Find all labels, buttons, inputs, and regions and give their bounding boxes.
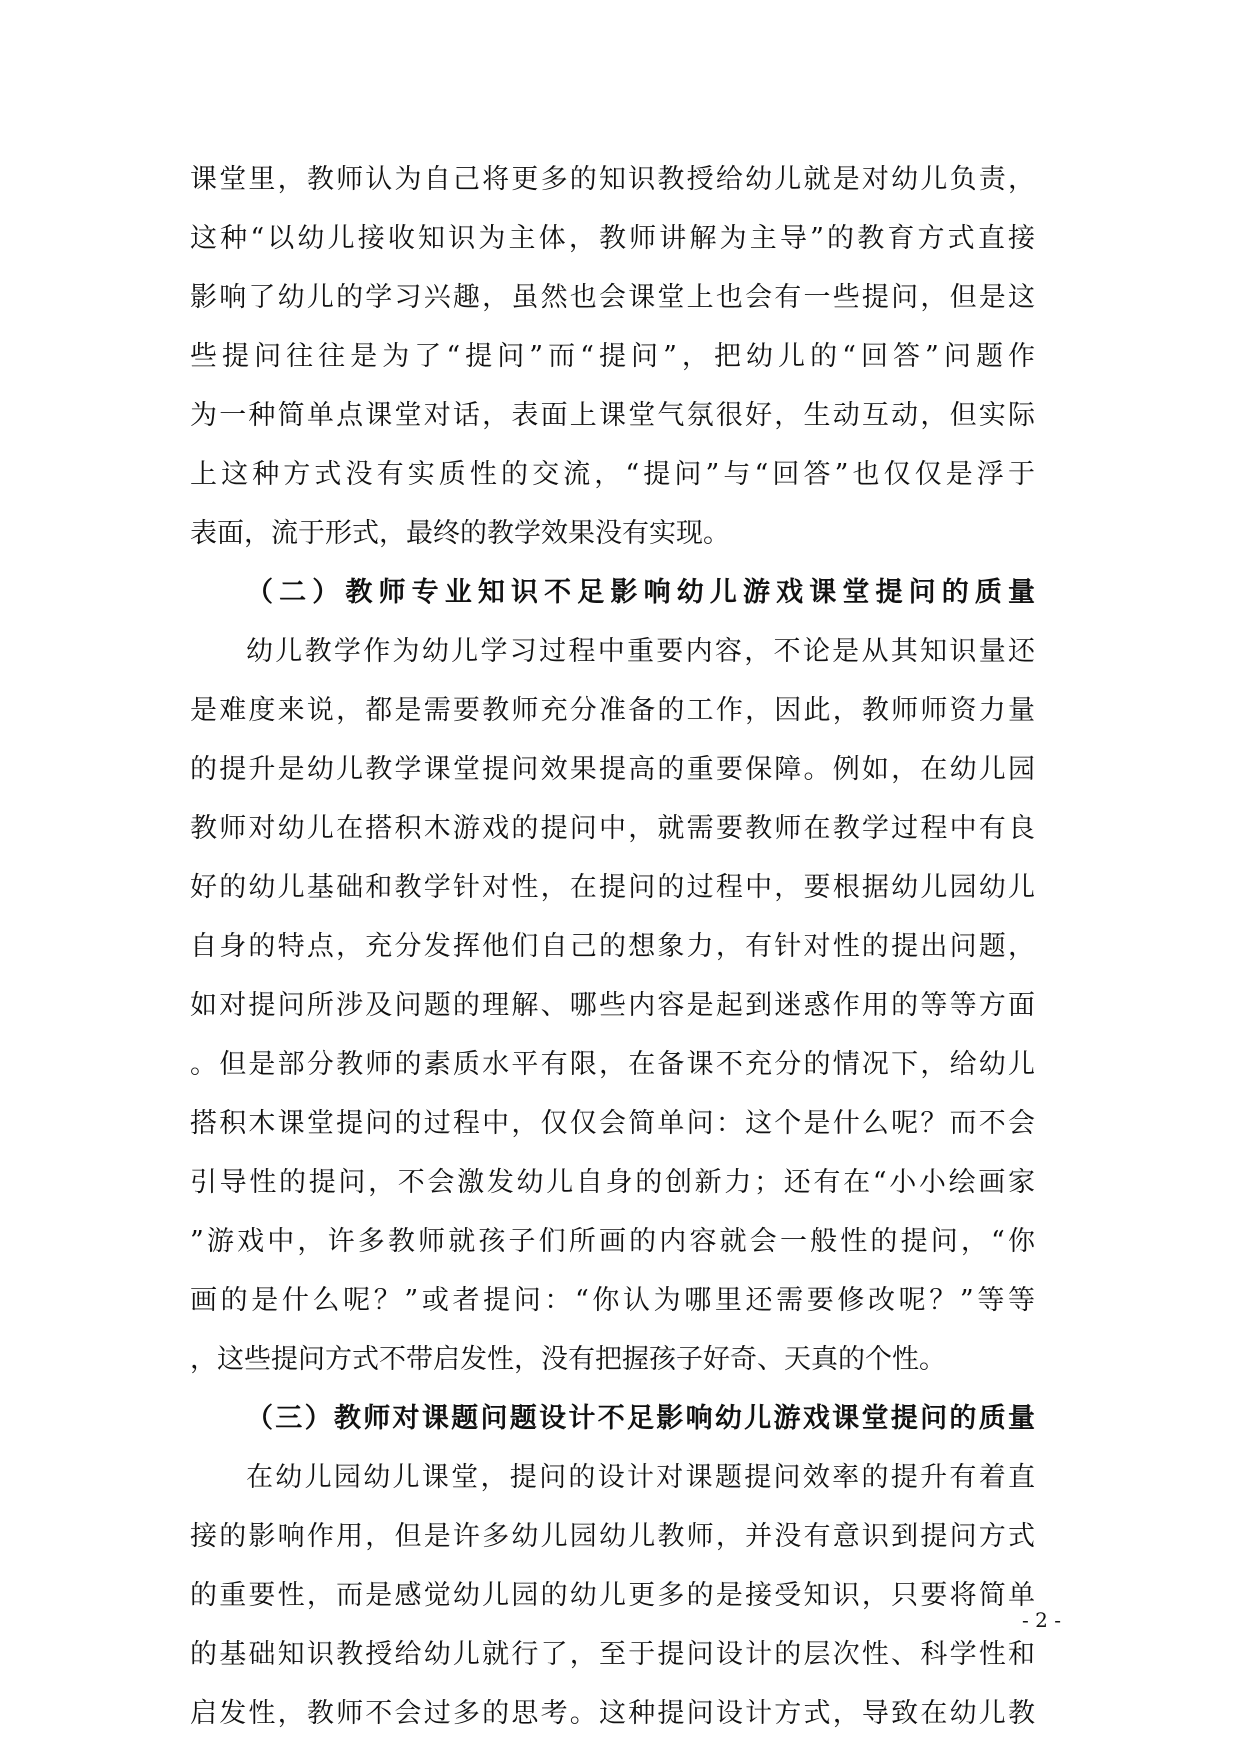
- text-line: 影响了幼儿的学习兴趣，虽然也会课堂上也会有一些提问，但是这: [190, 282, 1035, 313]
- text-line: 画的是什么呢？”或者提问：“你认为哪里还需要修改呢？”等等: [190, 1285, 1035, 1316]
- paragraph-2: [190, 622, 1035, 1389]
- text-line: 这种“以幼儿接收知识为主体，教师讲解为主导”的教育方式直接: [190, 223, 1035, 254]
- text-line: 的重要性，而是感觉幼儿园的幼儿更多的是接受知识，只要将简单: [190, 1580, 1035, 1611]
- text-line: 启发性，教师不会过多的思考。这种提问设计方式，导致在幼儿教: [190, 1698, 1035, 1729]
- text-line: 好的幼儿基础和教学针对性，在提问的过程中，要根据幼儿园幼儿: [190, 872, 1035, 903]
- paragraph-3: [190, 1448, 1035, 1743]
- text-line: 引导性的提问，不会激发幼儿自身的创新力；还有在“小小绘画家: [190, 1167, 1035, 1198]
- text-line: 如对提问所涉及问题的理解、哪些内容是起到迷惑作用的等等方面: [190, 990, 1035, 1021]
- section-heading-2: （二）教师专业知识不足影响幼儿游戏课堂提问的质量: [246, 577, 1035, 608]
- text-line: ，这些提问方式不带启发性，没有把握孩子好奇、天真的个性。: [190, 1344, 946, 1375]
- text-line: 表面，流于形式，最终的教学效果没有实现。: [190, 518, 730, 549]
- paragraph-1: [190, 150, 1035, 563]
- text-line: 的基础知识教授给幼儿就行了，至于提问设计的层次性、科学性和: [190, 1639, 1035, 1670]
- text-line: 接的影响作用，但是许多幼儿园幼儿教师，并没有意识到提问方式: [190, 1521, 1035, 1552]
- text-line: 自身的特点，充分发挥他们自己的想象力，有针对性的提出问题，: [190, 931, 1035, 962]
- text-line: ”游戏中，许多教师就孩子们所画的内容就会一般性的提问，“你: [190, 1226, 1035, 1257]
- text-line: 上这种方式没有实质性的交流，“提问”与“回答”也仅仅是浮于: [190, 459, 1035, 490]
- text-line: 是难度来说，都是需要教师充分准备的工作，因此，教师师资力量: [190, 695, 1035, 726]
- text-line: 些提问往往是为了“提问”而“提问”，把幼儿的“回答”问题作: [190, 341, 1035, 372]
- text-line: 。但是部分教师的素质水平有限，在备课不充分的情况下，给幼儿: [190, 1049, 1035, 1080]
- text-line: 课堂里，教师认为自己将更多的知识教授给幼儿就是对幼儿负责，: [190, 164, 1035, 195]
- text-line: 搭积木课堂提问的过程中，仅仅会简单问：这个是什么呢？而不会: [190, 1108, 1035, 1139]
- text-line: 教师对幼儿在搭积木游戏的提问中，就需要教师在教学过程中有良: [190, 813, 1035, 844]
- text-line: 为一种简单点课堂对话，表面上课堂气氛很好，生动互动，但实际: [190, 400, 1035, 431]
- document-body: [190, 150, 1035, 1743]
- text-line: 在幼儿园幼儿课堂，提问的设计对课题提问效率的提升有着直: [246, 1462, 1035, 1493]
- text-line: 幼儿教学作为幼儿学习过程中重要内容，不论是从其知识量还: [246, 636, 1035, 667]
- section-heading-3: （三）教师对课题问题设计不足影响幼儿游戏课堂提问的质量: [246, 1403, 1035, 1434]
- text-line: 的提升是幼儿教学课堂提问效果提高的重要保障。例如，在幼儿园: [190, 754, 1035, 785]
- page-number: - 2 -: [1022, 1608, 1061, 1632]
